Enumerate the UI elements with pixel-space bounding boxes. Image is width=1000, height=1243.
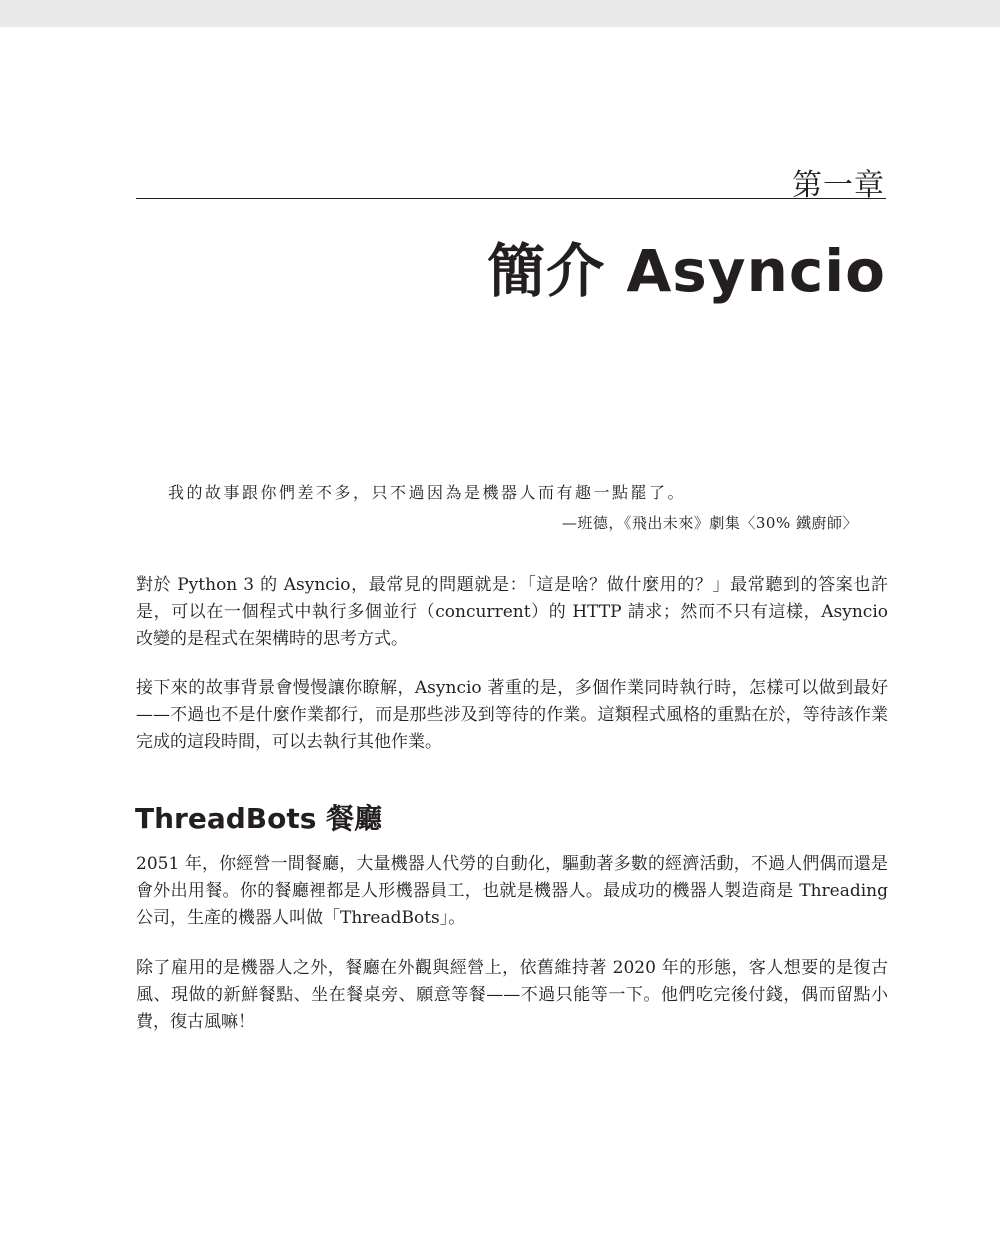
chapter-divider bbox=[136, 198, 886, 199]
section-heading: ThreadBots 餐廳 bbox=[135, 802, 383, 835]
paragraph-restaurant: 2051 年，你經營一間餐廳，大量機器人代勞的自動化，驅動著多數的經濟活動，不過人們偶而還是會外出用餐。你的餐廳裡都是人形機器員工，也就是機器人。最成功的機器人製造商是 Threading 公司，生產的機器人叫做「ThreadBots」。 bbox=[136, 854, 888, 928]
top-bar bbox=[0, 0, 1000, 27]
chapter-title: 簡介 Asyncio bbox=[487, 237, 886, 305]
chapter-label: 第一章 bbox=[792, 168, 885, 203]
epigraph-quote: 我的故事跟你們差不多，只不過因為是機器人而有趣一點罷了。 bbox=[168, 483, 687, 502]
paragraph-customers: 除了雇用的是機器人之外，餐廳在外觀與經營上，依舊維持著 2020 年的形態，客人想要的是復古風、現做的新鮮餐點、坐在餐桌旁、願意等餐——不過只能等一下。他們吃完後付錢，偶而留點小費，復古風嘛！ bbox=[136, 958, 888, 1032]
epigraph-source: —班德，《飛出未來》劇集〈30% 鐵廚師〉 bbox=[561, 514, 858, 532]
paragraph-background: 接下來的故事背景會慢慢讓你瞭解，Asyncio 著重的是，多個作業同時執行時，怎樣可以做到最好——不過也不是什麼作業都行，而是那些涉及到等待的作業。這類程式風格的重點在於，等待該作業完成的這段時間，可以去執行其他作業。 bbox=[136, 678, 888, 752]
paragraph-intro: 對於 Python 3 的 Asyncio，最常見的問題就是：「這是啥？做什麼用的？」最常聽到的答案也許是，可以在一個程式中執行多個並行（concurrent）的 HTTP 請求；然而不只有這樣，Asyncio 改變的是程式在架構時的思考方式。 bbox=[136, 575, 888, 649]
